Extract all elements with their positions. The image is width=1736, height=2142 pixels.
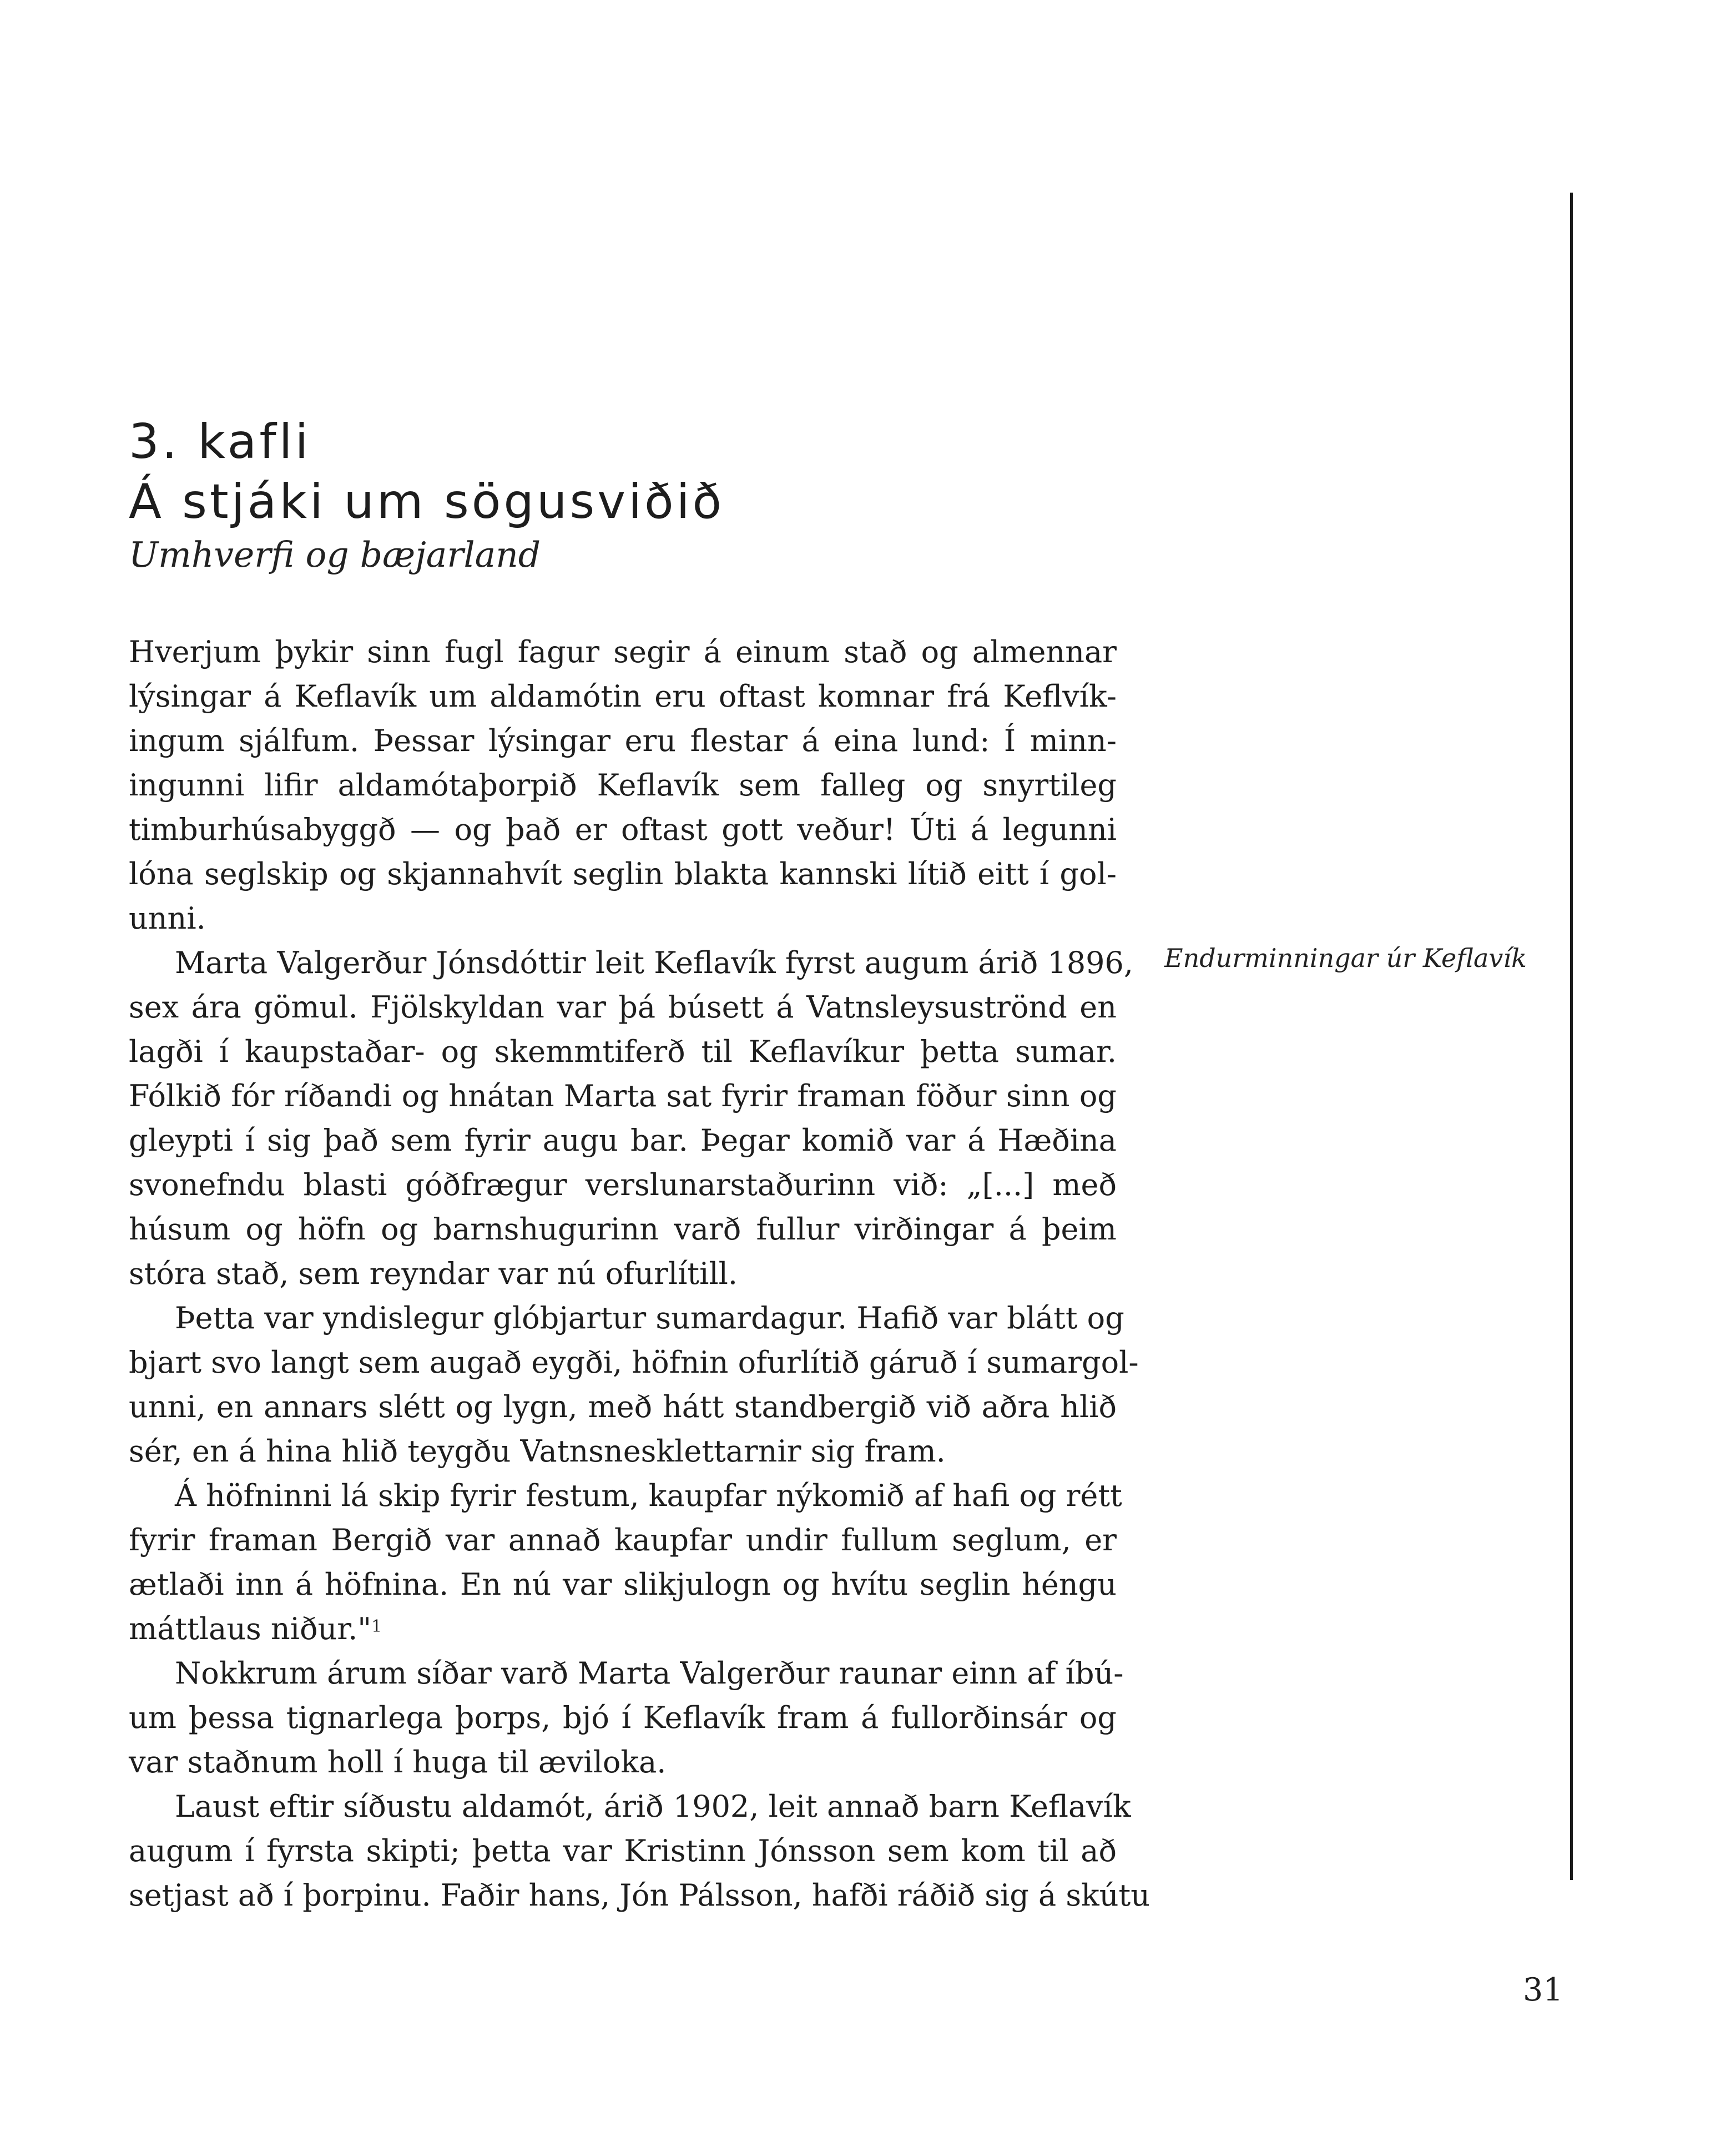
text-line: húsum og höfn og barnshugurinn varð fullur virðingar á þeim xyxy=(129,1212,1117,1247)
text-line: ætlaði inn á höfnina. En nú var slikjulogn og hvítu seglin héngu xyxy=(129,1567,1117,1602)
text-line: Þetta var yndislegur glóbjartur sumardagur. Hafið var blátt og xyxy=(175,1301,1124,1335)
chapter-heading xyxy=(129,412,1183,577)
margin-rule xyxy=(1570,193,1573,1880)
text-line: Hverjum þykir sinn fugl fagur segir á einum stað og almennar xyxy=(129,634,1117,669)
text-line: unni, en annars slétt og lygn, með hátt standbergið við aðra hlið xyxy=(129,1389,1117,1424)
footnote-marker: 1 xyxy=(371,1617,382,1636)
text-line: lagði í kaupstaðar- og skemmtiferð til Keflavíkur þetta sumar. xyxy=(129,1034,1117,1069)
chapter-number: 3. kafli xyxy=(129,414,311,470)
text-line: unni. xyxy=(129,901,206,936)
text-line: var staðnum holl í huga til æviloka. xyxy=(129,1745,667,1780)
text-line: bjart svo langt sem augað eygði, höfnin ofurlítið gáruð í sumargol- xyxy=(129,1345,1139,1380)
text-line: ingum sjálfum. Þessar lýsingar eru flestar á eina lund: Í minn- xyxy=(129,723,1117,758)
page-number: 31 xyxy=(1523,1972,1563,2008)
text-line: svonefndu blasti góðfrægur verslunarstaðurinn við: „[...] með xyxy=(129,1167,1117,1202)
text-line: augum í fyrsta skipti; þetta var Kristinn Jónsson sem kom til að xyxy=(129,1833,1117,1868)
text-line: fyrir framan Bergið var annað kaupfar undir fullum seglum, er xyxy=(129,1523,1117,1558)
text-line: Marta Valgerður Jónsdóttir leit Keflavík fyrst augum árið 1896, xyxy=(175,945,1134,980)
margin-note: Endurminningar úr Keflavík xyxy=(1164,943,1527,973)
text-line: sex ára gömul. Fjölskyldan var þá búsett á Vatnsleysuströnd en xyxy=(129,990,1117,1025)
text-line: um þessa tignarlega þorps, bjó í Keflavík fram á fullorðinsár og xyxy=(129,1700,1117,1735)
text-line: máttlaus niður." xyxy=(129,1611,372,1646)
text-line: setjast að í þorpinu. Faðir hans, Jón Pálsson, hafði ráðið sig á skútu xyxy=(129,1878,1150,1913)
chapter-title: Á stjáki um sögusviðið xyxy=(129,474,725,530)
text-line: Fólkið fór ríðandi og hnátan Marta sat fyrir framan föður sinn og xyxy=(129,1078,1117,1113)
chapter-subtitle: Umhverfi og bæjarland xyxy=(129,535,541,575)
text-line: Laust eftir síðustu aldamót, árið 1902, leit annað barn Keflavík xyxy=(175,1789,1131,1824)
text-line: stóra stað, sem reyndar var nú ofurlítill. xyxy=(129,1256,738,1291)
text-line: Á höfninni lá skip fyrir festum, kaupfar nýkomið af hafi og rétt xyxy=(175,1478,1122,1513)
text-line: lýsingar á Keflavík um aldamótin eru oftast komnar frá Keflvík- xyxy=(129,679,1117,714)
text-line-with-footnote xyxy=(129,1607,1117,1651)
text-line: lóna seglskip og skjannahvít seglin blakta kannski lítið eitt í gol- xyxy=(129,856,1117,891)
text-line: gleypti í sig það sem fyrir augu bar. Þegar komið var á Hæðina xyxy=(129,1123,1117,1158)
text-line: sér, en á hina hlið teygðu Vatnsnesklettarnir sig fram. xyxy=(129,1434,946,1469)
text-line: timburhúsabyggð — og það er oftast gott veður! Úti á legunni xyxy=(129,812,1117,847)
text-line: Nokkrum árum síðar varð Marta Valgerður raunar einn af íbú- xyxy=(175,1656,1124,1691)
text-line: ingunni lifir aldamótaþorpið Keflavík sem falleg og snyrtileg xyxy=(129,768,1117,803)
body-text xyxy=(129,630,1150,1918)
